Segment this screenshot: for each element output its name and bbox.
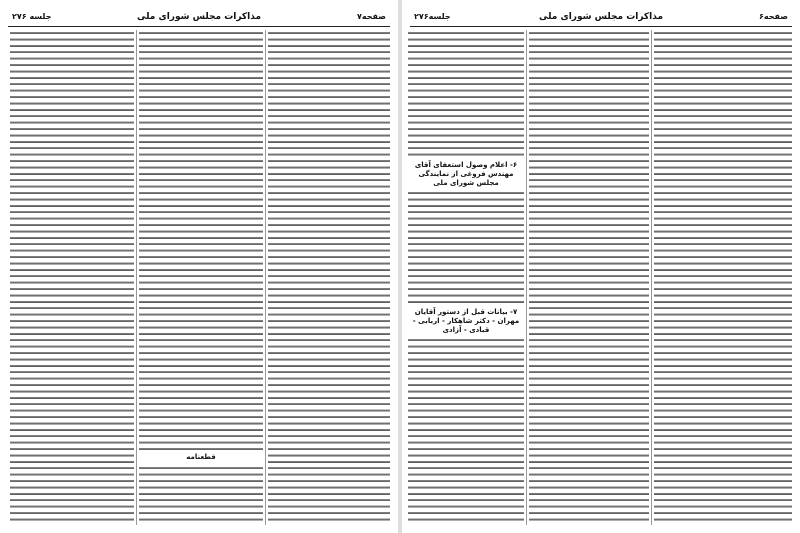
- section-heading: قطعنامه: [139, 452, 263, 463]
- column-rule: [265, 30, 266, 525]
- column-rule: [526, 30, 527, 525]
- text-column: [139, 30, 263, 525]
- text-column: [529, 30, 649, 525]
- text-column: [408, 30, 524, 525]
- session-number: جلسه ۲۷۶: [12, 12, 52, 21]
- right-page: [402, 0, 800, 533]
- text-column: [10, 30, 134, 525]
- session-number: جلسه۲۷۶: [414, 12, 451, 21]
- page-number: صفحه۷: [357, 12, 386, 21]
- right-page-header: [410, 10, 792, 27]
- running-title: مذاکرات مجلس شورای ملی: [136, 12, 262, 22]
- running-title: مذاکرات مجلس شورای ملی: [538, 12, 664, 22]
- section-heading: ۶- اعلام وصول استعفای آقای مهندس فروغی از نمایندگی مجلس شورای ملی: [408, 160, 524, 189]
- text-column: [654, 30, 792, 525]
- column-rule: [651, 30, 652, 525]
- left-page-header: [8, 10, 390, 27]
- column-rule: [136, 30, 137, 525]
- page-number: صفحه۶: [759, 12, 788, 21]
- section-heading: ۷- بیانات قبل از دستور آقایان مهران - دکتر شاهکار - اربابی - قبادی - آزادی: [408, 307, 524, 336]
- left-page: [0, 0, 398, 533]
- text-column: [268, 30, 390, 525]
